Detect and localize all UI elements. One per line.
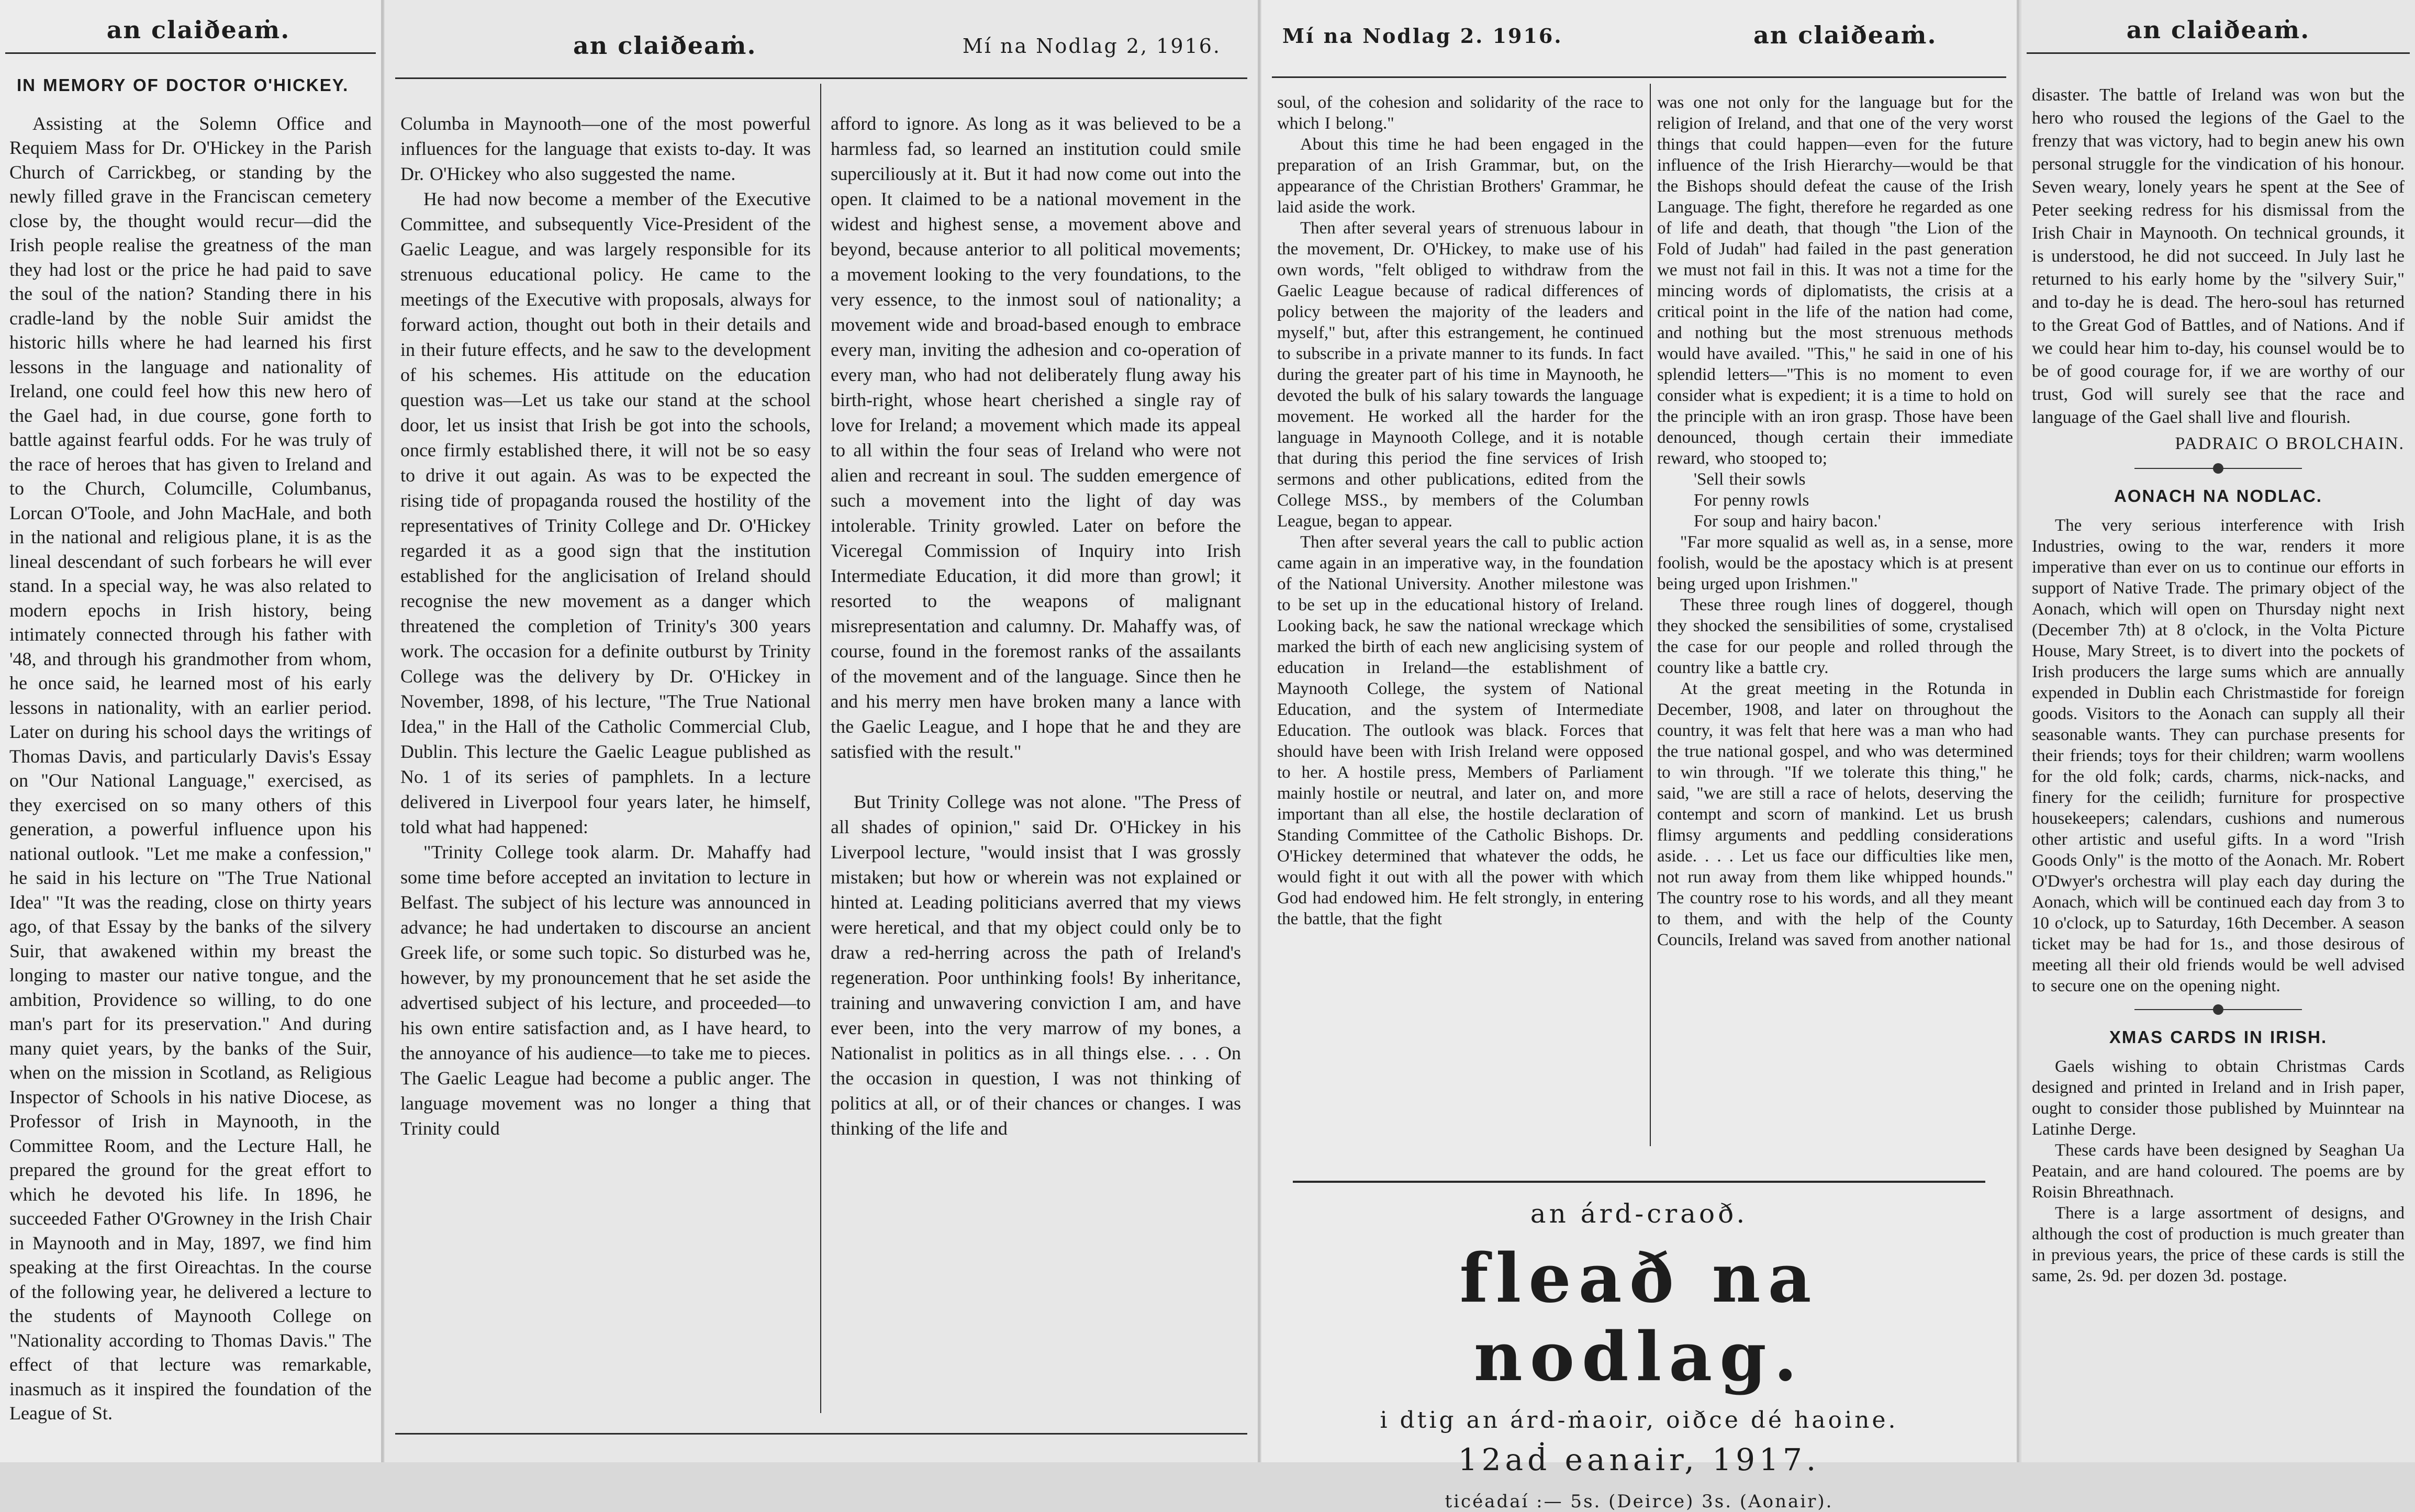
- article-column: [831, 111, 1241, 1141]
- article-paragraph: These cards have been designed by Seaghan Ua Peatain, and are hand coloured. The poems are by Roisin Bhreathnach.: [2032, 1141, 2405, 1202]
- dateline: Mí na Nodlag 2, 1916.: [962, 35, 1221, 58]
- ad-tickets: ticéadaí :— 5s. (Deirce) 3s. (Aonair).: [1445, 1491, 1833, 1512]
- ornament-divider: [2134, 461, 2302, 476]
- divider: [1272, 76, 2006, 78]
- section-heading: AONACH NA NODLAC.: [2114, 486, 2322, 506]
- divider: [395, 1433, 1247, 1435]
- article-paragraph: Then after several years the call to public action came again in an imperative way, in the foundation of the National University. Another milestone was to be set up in the educational history of Ireland. Looking back, he saw the national wreckage which marked the birth of each new anglicising system of education in Ireland—the establishment of Maynooth College, the system of National Education, and the system of Intermediate Education. The outlook was black. Forces that should have been with Irish Ireland were opposed to her. A hostile press, Members of Parliament mainly hostile or neutral, and later on, and more important than all else, the hostile declaration of Standing Committee of the Catholic Bishops. Dr. O'Hickey determined that whatever the odds, he would fight it out with all the power with which God had endowed him. He felt strongly, in entering the battle, that the fight: [1277, 533, 1643, 928]
- article-column: [1277, 92, 1643, 929]
- divider: [395, 77, 1247, 79]
- verse-line: 'Sell their sowls: [1694, 470, 1806, 489]
- page-panel-2: [385, 0, 1258, 1462]
- ad-title: fleað na nodlag.: [1459, 1239, 1819, 1396]
- author-signature: PADRAIC O BROLCHAIN.: [2175, 434, 2405, 453]
- article-heading: IN MEMORY OF DOCTOR O'HICKEY.: [17, 75, 349, 95]
- paper-fold: [2017, 0, 2019, 1462]
- page-header: [406, 31, 1237, 73]
- divider: [1293, 1181, 1985, 1183]
- divider: [5, 52, 376, 54]
- page-panel-4: [2021, 0, 2415, 1462]
- article-paragraph: He had now become a member of the Executive Committee, and subsequently Vice-President of the Gaelic League, and was largely responsible for its strenuous educational policy. He came to the meetings of the Executive with proposals, always for forward action, thought out both in their details and in their future effects, and he saw to the development of his schemes. His attitude on the education question was—Let us take our stand at the school door, let us insist that Irish be got into the schools, once firmly established there, it will not be so easy to drive it out again. As was to be expected the rising tide of propaganda roused the hostility of the representatives of Trinity College and Dr. O'Hickey regarded it as a good sign that the institution established for the anglicisation of Ireland should recognise the new movement as a danger which threatened the completion of Trinity's 300 years work. The occasion for a definite outburst by Trinity College was the delivery by Dr. O'Hickey in November, 1898, of his lecture, "The True National Idea," in the Hall of the Catholic Commercial Club, Dublin. This lecture the Gaelic League published as No. 1 of its series of pamphlets. In a lecture delivered in Liverpool four years later, he himself, told what had happened:: [400, 188, 811, 837]
- page-panel-3: [1261, 0, 2017, 1512]
- article-paragraph: At the great meeting in the Rotunda in December, 1908, and later on throughout the country, it was felt that here was a man who had the true national gospel, and who was determined to win through. "If we tolerate this thing," he said, "we are still a race of helots, deserving the contempt and scorn of mankind. Let us brush flimsy arguments and peddling considerations aside. . . . Let us face our difficulties like men, not run away from them like whipped hounds." The country rose to his words, and all they meant to them, and with the help of the County Councils, Ireland was saved from another national: [1657, 679, 2013, 949]
- article-paragraph: Then after several years of strenuous labour in the movement, Dr. O'Hickey, to make use of his own words, "felt obliged to withdraw from the Gaelic League because of radical differences of policy between the majority of the leaders and myself," but, after this estrangement, he continued to subscribe in a private manner to its funds. In fact during the greater part of his time in Maynooth, he devoted the bulk of his salary towards the language movement. He worked all the harder for the language in Maynooth College, and it is notable that during this period the fine services of Irish sermons and other publications, edited from the College MSS., by members of the Columban League, began to appear.: [1277, 219, 1643, 531]
- article-paragraph: But Trinity College was not alone. "The Press of all shades of opinion," said Dr. O'Hickey in his Liverpool lecture, "would insist that I was grossly mistaken; but how or wherein was not explained or hinted at. Leading politicians averred that my views were heretical, and that my object could only be to draw a red-herring across the path of Ireland's regeneration. Poor unthinking fools! By inheritance, training and unwavering conviction I am, and have ever been, into the very marrow of my bones, a Nationalist in politics as in all things else. . . . On the occasion in question, I was not thinking of politics at all, or of their chances or changes. I was thinking of the life and: [831, 791, 1241, 1139]
- verse-line: For soup and hairy bacon.': [1694, 512, 1881, 531]
- article-column: [2032, 84, 2405, 1286]
- ad-organiser: an árd-craoð.: [1530, 1199, 1748, 1229]
- advertisement: [1282, 1199, 1996, 1512]
- article-column: [1657, 92, 2013, 950]
- section-heading: XMAS CARDS IN IRISH.: [2109, 1027, 2328, 1047]
- article-paragraph: "Trinity College took alarm. Dr. Mahaffy had some time before accepted an invitation to lecture in Belfast. The subject of his lecture was announced in advance; he had undertaken to discourse an ancient Greek life, or some such topic. So disturbed was he, however, by my pronouncement that he set aside the advertised subject of his lecture, and proceeded—to his own entire satisfaction and, as I have heard, to the annoyance of his audience—to take me to pieces. The Gaelic League had become a public anger. The language movement was no longer a thing that Trinity could: [400, 842, 811, 1139]
- article-paragraph: About this time he had been engaged in the preparation of an Irish Grammar, but, on the appearance of the Christian Brothers' Grammar, he laid aside the work.: [1277, 135, 1643, 217]
- article-paragraph: The very serious interference with Irish Industries, owing to the war, renders it more imperative than ever on us to continue our efforts in support of Native Trade. The primary object of the Aonach, which will open on Thursday night next (December 7th) at 8 o'clock, in the Volta Picture House, Mary Street, is to divert into the pockets of Irish producers the large sums which are annually expended in Dublin each Christmastide for foreign goods. Visitors to the Aonach can supply all their seasonable wants. They can purchase presents for their friends; toys for their children; warm woollens for the old folk; cards, charms, nick-nacks, and finery for the ceilidh; furniture for prospective housekeepers; calendars, cushions and numerous other artistic and useful gifts. In a word "Irish Goods Only" is the motto of the Aonach. Mr. Robert O'Dwyer's orchestra will play each day during the Aonach, which will be continued each day from 3 to 10 o'clock, up to Saturday, 16th December. A season ticket may be had for 1s., and those desirous of meeting all their old friends would be well advised to secure one on the opening night.: [2032, 516, 2405, 995]
- masthead: an claiðeaṁ.: [106, 16, 290, 44]
- dateline: Mí na Nodlag 2. 1916.: [1282, 24, 1563, 48]
- masthead: an claiðeaṁ.: [1753, 21, 1937, 49]
- divider: [2027, 52, 2410, 54]
- article-paragraph: Columba in Maynooth—one of the most powerful influences for the language that exists to-day. It was Dr. O'Hickey who also suggested the name.: [400, 113, 811, 184]
- article-paragraph: Assisting at the Solemn Office and Requiem Mass for Dr. O'Hickey in the Parish Church of Carrickbeg, or standing by the newly filled grave in the Franciscan cemetery close by, the thought would recur—did the Irish people realise the greatness of the man they had lost or the price he had paid to save the soul of the nation? Standing there in his cradle-land by the noble Suir amidst the historic hills where he had learned his first lessons in the language and nationality of Ireland, one could feel how this new hero of the Gael had, in due course, gone forth to battle against fearful odds. For he was truly of the race of heroes that has given to Ireland and to the Church, Columcille, Columbanus, Lorcan O'Toole, and John MacHale, and both in the national and religious plane, it is as the lineal descendant of such forbears he will ever stand. In a special way, he was also related to modern epochs in Irish history, being intimately connected through his father with '48, and through his grandmother from whom, he once said, he learned most of his early lessons in nationality, with an earlier period. Later on during his school days the writings of Thomas Davis, and particularly Davis's Essay on "Our National Language," exercised, as they exercised on so many others of this generation, a powerful influence upon his national outlook. "Let me make a confession," he said in his lecture on "The True National Idea" "It was the reading, close on thirty years ago, of that Essay by the banks of the silvery Suir, that awakened within my breast the longing to master our native tongue, and the ambition, Providence so willing, to do one man's part for its preservation." And during many quiet years, by the banks of the Suir, when on the mission in Scotland, as Religious Inspector of Schools in his native Diocese, as Professor of Irish in Maynooth, in the Committee Room, and the Lecture Hall, he prepared the ground for the great effort to which he devoted his life. In 1896, he succeeded Father O'Growney in the Irish Chair in Maynooth and in May, 1897, we find him speaking at the first Oireachtas. In the course of the following year, he delivered a lecture to the students of Maynooth College on "Nationality according to Thomas Davis." The effect of that lecture was remarkable, inasmuch as it inspired the foundation of the League of St.: [9, 113, 372, 1424]
- article-paragraph: soul, of the cohesion and solidarity of the race to which I belong.": [1277, 93, 1643, 133]
- column-rule: [1650, 84, 1651, 1146]
- masthead: an claiðeaṁ.: [573, 31, 757, 60]
- article-paragraph: disaster. The battle of Ireland was won but the hero who roused the legions of the Gael to the frenzy that was victory, had to begin anew his own personal struggle for the vindication of his honour. Seven weary, lonely years he spent at the See of Peter seeking redress for his dismissal from the Irish Chair in Maynooth. On technical grounds, it is understood, he did not succeed. In July last he returned to his early home by the "silvery Suir," and to-day he is dead. The hero-soul has returned to the Great God of Battles, and of Nations. And if we could hear him to-day, his counsel would be to be of good courage for, if we are worthy of our trust, God will surely see that the race and language of the Gael shall live and flourish.: [2032, 85, 2405, 427]
- article-column: [400, 111, 811, 1141]
- article-paragraph: These three rough lines of doggerel, though they shocked the sensibilities of some, crystalised the case for our people and rolled through the country like a battle cry.: [1657, 596, 2013, 677]
- verse-line: For penny rowls: [1694, 491, 1809, 510]
- article-column: [9, 73, 372, 1426]
- page-panel-1: [0, 0, 381, 1462]
- article-paragraph: afford to ignore. As long as it was believed to be a harmless fad, so learned an institution could smile superciliously at it. But it had now come out into the open. It claimed to be a national movement in the widest and highest sense, a movement above and beyond, because anterior to all political movements; a movement looking to the very foundations, to the very essence, to the inmost soul of nationality; a movement wide and broad-based enough to embrace every man, inviting the adhesion and co-operation of every man, who had not deliberately flung away his birth-right, whose heart cherished a single ray of love for Ireland; a movement which made its appeal to all within the four seas of Ireland who were not alien and recreant in soul. The sudden emergence of such a movement into the light of day was intolerable. Trinity growled. Later on before the Viceregal Commission of Inquiry into Irish Intermediate Education, it did more than growl; it resorted to the weapons of malignant misrepresentation and calumny. Dr. Mahaffy was, of course, found in the foremost ranks of the assailants of the movement and of the language. Since then he and his merry men have broken many a lance with the Gaelic League, and I hope that he and they are satisfied with the result.": [831, 113, 1241, 762]
- paper-fold: [1258, 0, 1260, 1462]
- article-paragraph: was one not only for the language but for the religion of Ireland, and that one of the very worst things that could happen—even for the future influence of the Irish Hierarchy—would be that the Bishops should defeat the cause of the Irish Language. The fight, therefore he regarded as one of life and death, that though "the Lion of the Fold of Judah" had failed in the past generation we must not fail in this. It was not a time for the mincing words of diplomatists, the crisis at a critical point in the life of the nation had come, and nothing but the most strenuous methods would have availed. "This," he said in one of his splendid letters—"This is no moment to even consider what is expedient; it is a time to hold on the principle with an iron grasp. Those have been denounced, though certain their immediate reward, who stooped to;: [1657, 93, 2013, 468]
- paper-fold: [381, 0, 384, 1462]
- masthead: an claiðeaṁ.: [2126, 16, 2310, 44]
- article-paragraph: There is a large assortment of designs, and although the cost of production is much greater than in previous years, the price of these cards is still the same, 2s. 9d. per dozen 3d. postage.: [2032, 1204, 2405, 1285]
- column-rule: [820, 84, 821, 1413]
- article-paragraph: "Far more squalid as well as, in a sense, more foolish, would be the apostacy which is at present being urged upon Irishmen.": [1657, 533, 2013, 593]
- ornament-divider: [2134, 1002, 2302, 1017]
- page-header: [1282, 21, 1996, 63]
- article-paragraph: Gaels wishing to obtain Christmas Cards designed and printed in Ireland and in Irish paper, ought to consider those published by Muinntear na Latinhe Derge.: [2032, 1057, 2405, 1139]
- ad-venue: i dtig an árd-ṁaoir, oiðce dé haoine.: [1380, 1407, 1898, 1433]
- ad-date: 12aḋ eanair, 1917.: [1458, 1442, 1820, 1477]
